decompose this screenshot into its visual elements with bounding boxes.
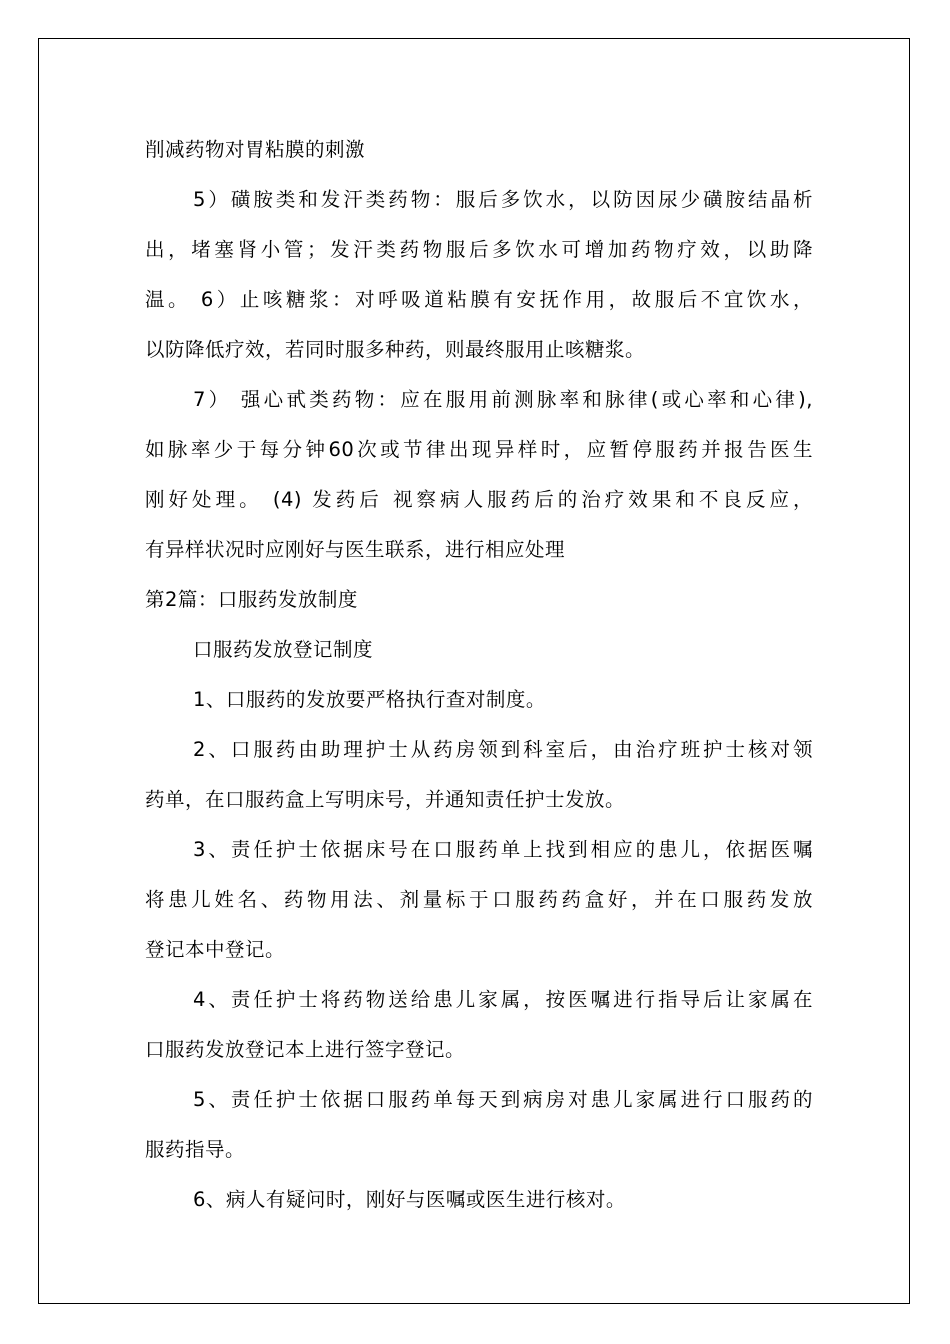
list-item: 2、口服药由助理护士从药房领到科室后，由治疗班护士核对领 bbox=[193, 738, 813, 761]
text-line: 药单，在口服药盒上写明床号，并通知责任护士发放。 bbox=[145, 788, 626, 811]
text-line: 口服药发放登记本上进行签字登记。 bbox=[145, 1038, 466, 1061]
text-line: 服药指导。 bbox=[145, 1138, 246, 1161]
text-line: 削减药物对胃粘膜的刺激 bbox=[145, 138, 366, 161]
list-item: 6、病人有疑问时，刚好与医嘱或医生进行核对。 bbox=[193, 1188, 626, 1211]
section-heading: 第2篇：口服药发放制度 bbox=[145, 588, 358, 611]
text-line: 登记本中登记。 bbox=[145, 938, 286, 961]
text-line: 刚好处理。 (4) 发药后 视察病人服药后的治疗效果和不良反应， bbox=[145, 488, 813, 511]
section-subtitle: 口服药发放登记制度 bbox=[193, 638, 374, 661]
list-item: 1、口服药的发放要严格执行查对制度。 bbox=[193, 688, 546, 711]
text-line: 如脉率少于每分钟60次或节律出现异样时，应暂停服药并报告医生 bbox=[145, 438, 813, 461]
list-item: 4、责任护士将药物送给患儿家属，按医嘱进行指导后让家属在 bbox=[193, 988, 813, 1011]
text-line: 有异样状况时应刚好与医生联系，进行相应处理 bbox=[145, 538, 566, 561]
list-item: 5、责任护士依据口服药单每天到病房对患儿家属进行口服药的 bbox=[193, 1088, 813, 1111]
text-line: 7） 强心甙类药物：应在服用前测脉率和脉律(或心率和心律), bbox=[193, 388, 813, 411]
text-line: 5）磺胺类和发汗类药物：服后多饮水，以防因尿少磺胺结晶析 bbox=[193, 188, 813, 211]
list-item: 3、责任护士依据床号在口服药单上找到相应的患儿，依据医嘱 bbox=[193, 838, 813, 861]
text-line: 温。 6）止咳糖浆：对呼吸道粘膜有安抚作用，故服后不宜饮水， bbox=[145, 288, 813, 311]
text-line: 出，堵塞肾小管；发汗类药物服后多饮水可增加药物疗效，以助降 bbox=[145, 238, 813, 261]
text-line: 以防降低疗效，若同时服多种药，则最终服用止咳糖浆。 bbox=[145, 338, 646, 361]
text-line: 将患儿姓名、药物用法、剂量标于口服药药盒好，并在口服药发放 bbox=[145, 888, 813, 911]
